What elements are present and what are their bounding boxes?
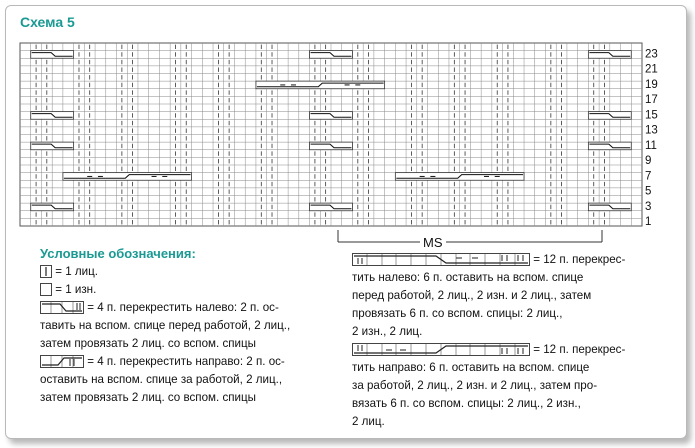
row-number-label: 23: [645, 48, 658, 61]
knit-stitch-symbol: [40, 265, 52, 278]
cable12-left-symbol: [352, 253, 530, 266]
legend-cable12-left-line-1: = 12 п. перекрес-: [533, 253, 626, 266]
legend-cable12-left-line-5: 2 изн., 2 лиц.: [352, 325, 423, 338]
legend-cable12-left-line-3: перед работой, 2 лиц., 2 изн. и 2 лиц., затем: [352, 289, 592, 302]
purl-stitch-symbol: [40, 283, 52, 296]
row-number-label: 19: [645, 78, 658, 91]
cable4-cell: [31, 203, 74, 211]
legend-cable12-right-line-4: вязать 6 п. со вспом. спицы: 2 лиц., 2 изн.,: [352, 397, 581, 410]
row-number-label: 7: [645, 170, 652, 183]
cable4-cell: [310, 51, 353, 59]
legend-cable12-right-line-3: за работой, 2 лиц., 2 изн. и 2 лиц., затем про-: [352, 379, 598, 392]
row-number-label: 11: [645, 139, 657, 152]
legend-cable12-right: [352, 341, 625, 359]
figure-title: Схема 5: [20, 14, 75, 30]
cable4-cell: [310, 142, 353, 150]
row-number-label: 3: [645, 200, 652, 213]
legend-cable4-left: [40, 299, 279, 317]
cable4-cell: [31, 142, 74, 150]
cable12-right-symbol: [352, 343, 530, 356]
legend-purl-text: = 1 изн.: [55, 283, 97, 296]
cable4-cell: [588, 112, 631, 120]
legend-cable12-right-line-5: 2 лиц.: [352, 415, 385, 428]
cable4-cell: [310, 112, 353, 120]
row-number-label: 5: [645, 185, 652, 198]
legend-cable12-right-line-1: = 12 п. перекрес-: [533, 343, 626, 356]
cable4-cell: [31, 112, 74, 120]
legend-cable12-left-line-4: провязать 6 п. со вспом. спицы: 2 лиц.,: [352, 307, 563, 320]
ms-label: MS: [423, 235, 443, 250]
row-number-label: 9: [645, 155, 652, 167]
row-number-label: 13: [645, 124, 658, 137]
legend-cable12-left: [352, 251, 625, 269]
legend-knit: [40, 263, 98, 281]
legend-cable12-left-line-2: тить налево: 6 п. оставить на вспом. спице: [352, 271, 584, 284]
row-number-label: 17: [645, 94, 658, 106]
legend-cable4-right-line-1: = 4 п. перекрестить направо: 2 п. ос-: [87, 355, 285, 368]
legend-cable4-right: [40, 353, 285, 371]
row-number-label: 21: [645, 63, 658, 76]
legend-cable12-right-line-2: тить направо: 6 п. оставить на вспом. спице: [352, 361, 590, 374]
legend-knit-text: = 1 лиц.: [55, 265, 98, 278]
legend-cable4-right-line-3: затем провязать 2 лиц. со вспом. спицы: [40, 391, 256, 404]
legend-cable4-left-line-1: = 4 п. перекрестить налево: 2 п. ос-: [87, 301, 279, 314]
legend-purl: [40, 281, 96, 299]
legend-heading: Условные обозначения:: [40, 246, 196, 261]
cable4-left-symbol: [40, 301, 84, 314]
cable4-cell: [310, 203, 353, 211]
row-number-label: 1: [645, 216, 652, 228]
row-number-label: 15: [645, 109, 658, 122]
cable4-cell: [588, 203, 631, 211]
cable4-right-symbol: [40, 355, 84, 368]
cable4-cell: [588, 142, 631, 150]
cable4-cell: [31, 51, 74, 59]
legend-cable4-right-line-2: оставить на вспом. спице за работой, 2 лиц.,: [40, 373, 283, 386]
cable4-cell: [588, 51, 631, 59]
legend-cable4-left-line-3: затем провязать 2 лиц. со вспом. спицы: [40, 337, 256, 350]
legend-cable4-left-line-2: тавить на вспом. спице перед работой, 2 лиц.,: [40, 319, 291, 332]
